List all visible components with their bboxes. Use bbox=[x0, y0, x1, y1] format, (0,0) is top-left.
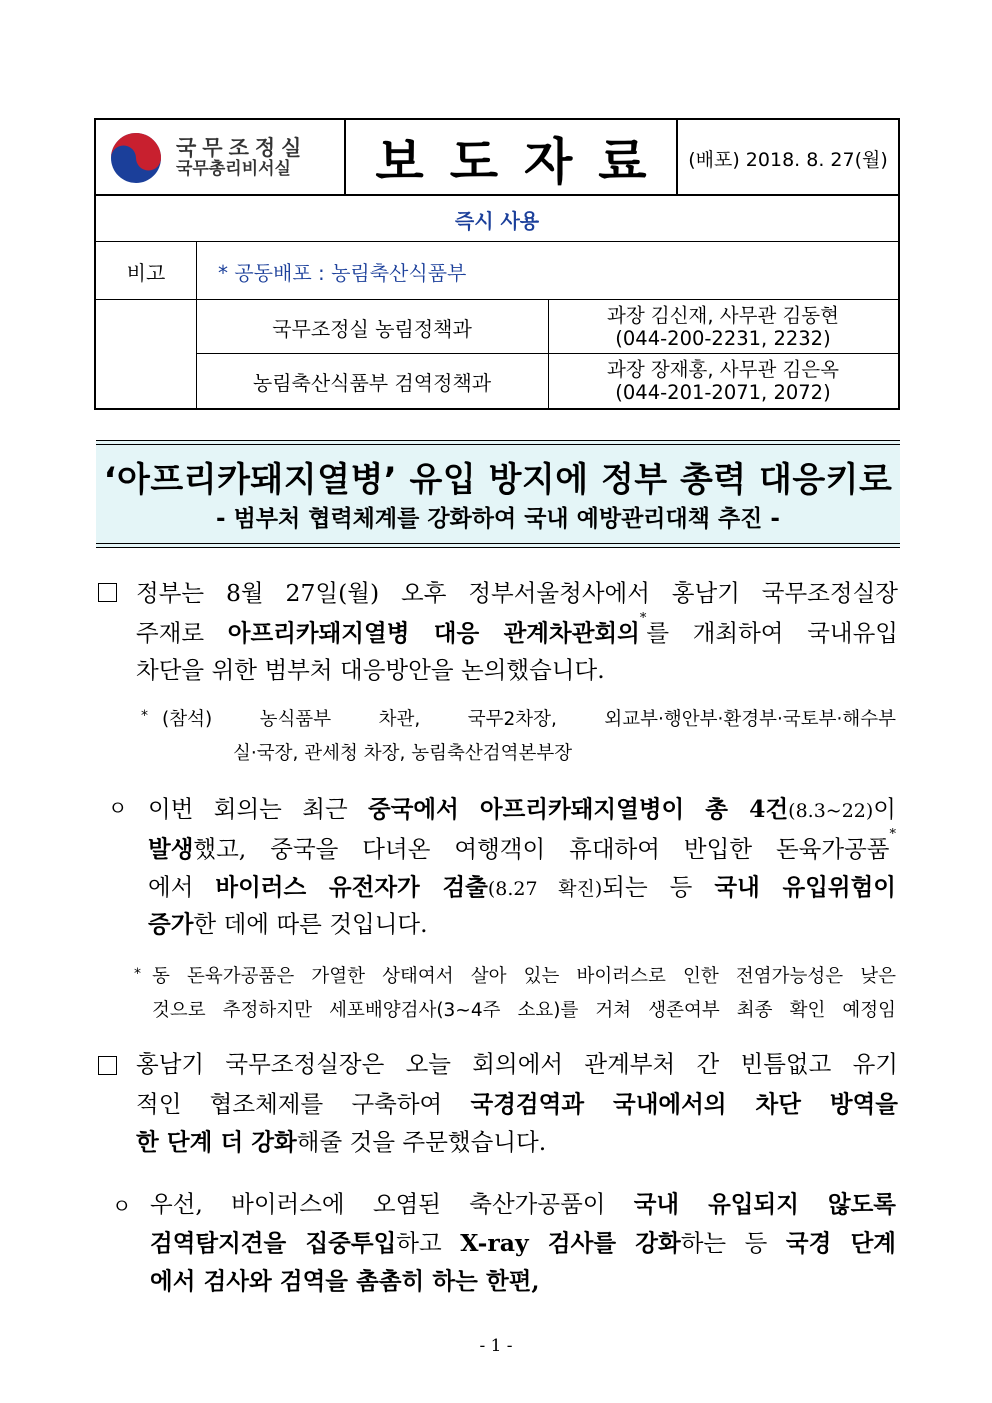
section1-note-line1: (참석) 농식품부 차관, 국무2차장, 외교부·행안부·환경부·국토부·해수부 bbox=[162, 709, 896, 730]
org-name-primary: 국무조정실 bbox=[176, 136, 308, 161]
section1-sub-line1: 이번 회의는 최근 중국에서 아프리카돼지열병이 총 4건(8.3~22)이 bbox=[148, 795, 896, 823]
section2-sub-line1: 우선, 바이러스에 오염된 축산가공품이 국내 유입되지 않도록 bbox=[150, 1190, 896, 1218]
bullet-marker: ㅇ bbox=[108, 796, 128, 820]
section2-line1: 홍남기 국무조정실장은 오늘 회의에서 관계부처 간 빈틈없고 유기 bbox=[136, 1050, 898, 1078]
org-logo bbox=[96, 120, 346, 196]
section1-sub-line4: 증가한 데에 따른 것입니다. bbox=[148, 910, 428, 938]
press-release-header bbox=[94, 118, 900, 410]
section2-line3: 한 단계 더 강화해줄 것을 주문했습니다. bbox=[136, 1128, 547, 1156]
headline-box bbox=[96, 440, 900, 548]
contact-phone-1: (044-200-2231, 2232) bbox=[615, 327, 831, 350]
section1-line1: 정부는 8월 27일(월) 오후 정부서울청사에서 홍남기 국무조정실장 bbox=[136, 579, 898, 607]
section2-line2: 적인 협조체제를 구축하여 국경검역과 국내에서의 차단 방역을 bbox=[136, 1090, 898, 1118]
section1-sub-note-line2: 것으로 추정하지만 세포배양검사(3~4주 소요)를 거쳐 생존여부 최종 확인 예정임 bbox=[152, 1000, 896, 1021]
contact-people-1: 과장 김신재, 사무관 김동현 bbox=[606, 303, 839, 327]
section1-sub-line3: 에서 바이러스 유전자가 검출(8.27 확진)되는 등 국내 유입위험이 bbox=[148, 873, 896, 901]
embargo-notice: 즉시 사용 bbox=[454, 208, 540, 233]
org-name-secondary: 국무총리비서실 bbox=[176, 159, 291, 180]
contact-dept-2: 농림축산식품부 검역정책과 bbox=[252, 370, 492, 395]
contact-people-2: 과장 장재홍, 사무관 김은옥 bbox=[606, 357, 839, 381]
document-type-title: 보도자료 bbox=[375, 133, 673, 191]
section-checkbox-icon bbox=[98, 583, 117, 602]
government-emblem-icon bbox=[110, 132, 162, 184]
section1-note-line2: 실·국장, 관세청 차장, 농림축산검역본부장 bbox=[233, 743, 573, 764]
section-checkbox-icon bbox=[98, 1056, 117, 1075]
section2-sub-line3: 에서 검사와 검역을 촘촘히 하는 한편, bbox=[150, 1267, 540, 1295]
section1-sub-note-line1: 동 돈육가공품은 가열한 상태여서 살아 있는 바이러스로 인한 전염가능성은 낮은 bbox=[152, 966, 896, 987]
headline-subtitle: - 범부처 협력체계를 강화하여 국내 예방관리대책 추진 - bbox=[216, 506, 780, 532]
section1-sub-note-mark: * bbox=[134, 966, 141, 982]
note-value: * 공동배포 : 농림축산식품부 bbox=[218, 260, 467, 285]
contact-phone-2: (044-201-2071, 2072) bbox=[615, 381, 831, 404]
release-date: (배포) 2018. 8. 27(월) bbox=[688, 148, 888, 171]
section2-sub-line2: 검역탐지견을 집중투입하고 X-ray 검사를 강화하는 등 국경 단계 bbox=[150, 1229, 896, 1257]
headline-title: ‘아프리카돼지열병’ 유입 방지에 정부 총력 대응키로 bbox=[103, 460, 893, 500]
bullet-marker: ㅇ bbox=[112, 1194, 132, 1218]
section1-note-mark: * bbox=[141, 708, 148, 724]
page-number: - 1 - bbox=[479, 1336, 513, 1356]
contact-dept-1: 국무조정실 농림정책과 bbox=[272, 316, 472, 341]
contact-person-1 bbox=[548, 300, 898, 354]
contact-person-2 bbox=[548, 354, 898, 408]
section1-line2: 주재로 아프리카돼지열병 대응 관계차관회의*를 개최하여 국내유입 bbox=[136, 611, 898, 647]
section1-line3: 차단을 위한 범부처 대응방안을 논의했습니다. bbox=[136, 656, 605, 684]
section1-sub-line2: 발생했고, 중국을 다녀온 여행객이 휴대하여 반입한 돈육가공품* bbox=[148, 827, 896, 863]
note-label: 비고 bbox=[126, 260, 166, 285]
